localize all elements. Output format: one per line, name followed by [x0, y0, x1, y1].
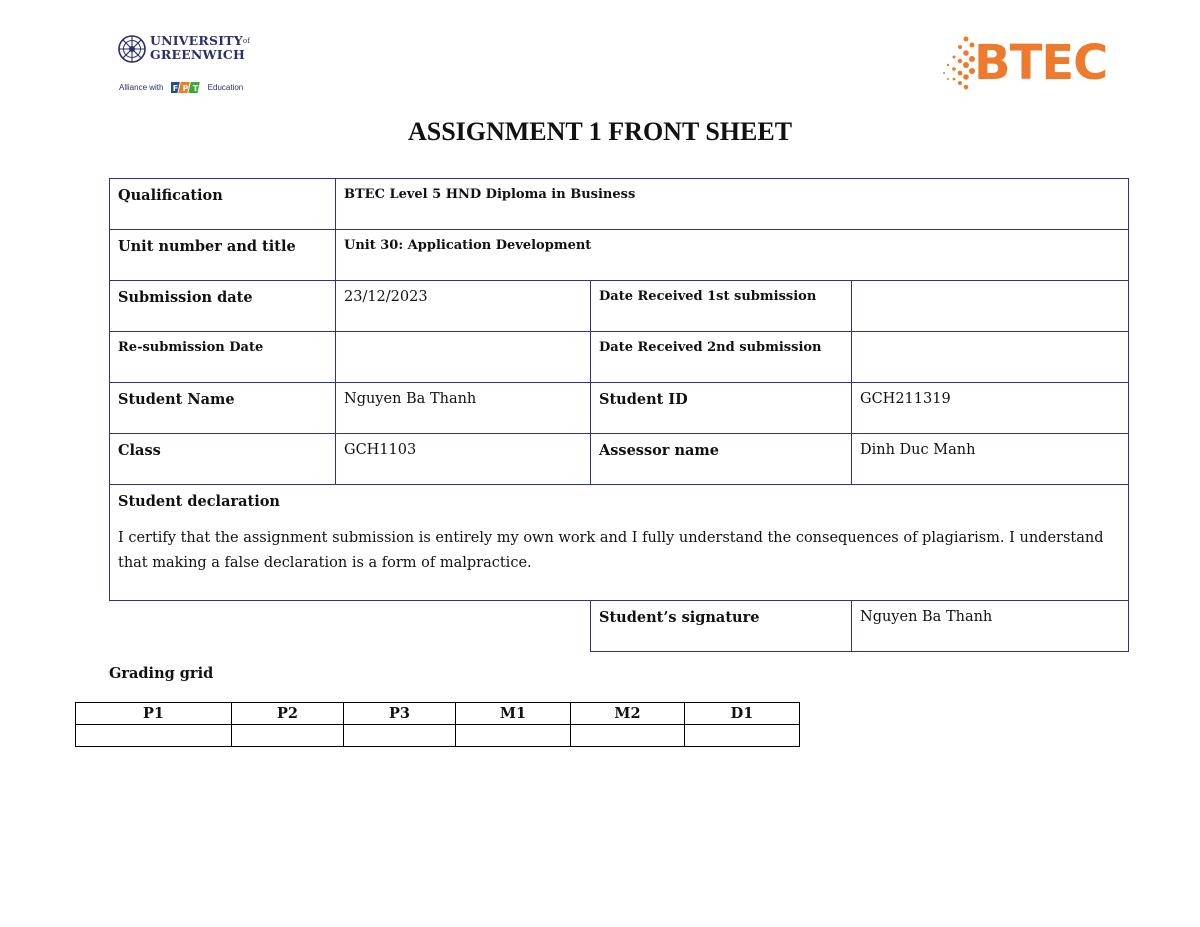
grade-value-p1[interactable] [76, 725, 232, 747]
grading-value-row [76, 725, 800, 747]
class-label: Class [110, 434, 336, 485]
signature-spacer [336, 601, 591, 652]
assessor-label: Assessor name [591, 434, 852, 485]
signature-row [110, 601, 1129, 652]
student-row [110, 383, 1129, 434]
qualification-value: BTEC Level 5 HND Diploma in Business [336, 179, 1129, 230]
grade-header-p3: P3 [344, 703, 456, 725]
grade-header-m2: M2 [571, 703, 685, 725]
submission-row [110, 281, 1129, 332]
date-received-2-label: Date Received 2nd submission [591, 332, 852, 383]
grade-header-p1: P1 [76, 703, 232, 725]
university-name-line1: UNIVERSITY [150, 33, 243, 48]
grade-header-m1: M1 [456, 703, 571, 725]
grade-value-d1[interactable] [685, 725, 800, 747]
declaration-row [110, 485, 1129, 601]
fpt-logo-icon [171, 81, 201, 94]
grade-value-m2[interactable] [571, 725, 685, 747]
date-received-2-value[interactable] [852, 332, 1129, 383]
grade-value-m1[interactable] [456, 725, 571, 747]
grade-value-p2[interactable] [232, 725, 344, 747]
signature-label: Student’s signature [591, 601, 852, 652]
grading-grid-table [75, 702, 800, 747]
student-id-label: Student ID [591, 383, 852, 434]
grading-header-row [76, 703, 800, 725]
greenwich-seal-icon [118, 35, 146, 63]
university-name-of: of [242, 37, 251, 45]
university-of-greenwich-logo [118, 33, 258, 93]
btec-logo-text: BTEC [974, 35, 1108, 91]
fpt-alliance-line [119, 77, 243, 91]
submission-date-value[interactable]: 23/12/2023 [336, 281, 591, 332]
class-row [110, 434, 1129, 485]
qualification-label: Qualification [110, 179, 336, 230]
declaration-label: Student declaration [118, 493, 280, 510]
university-name [150, 34, 250, 62]
date-received-1-value[interactable] [852, 281, 1129, 332]
student-name-value[interactable]: Nguyen Ba Thanh [336, 383, 591, 434]
student-name-label: Student Name [110, 383, 336, 434]
unit-value: Unit 30: Application Development [336, 230, 1129, 281]
student-id-value[interactable]: GCH211319 [852, 383, 1129, 434]
university-name-line2: GREENWICH [150, 47, 245, 62]
grade-value-p3[interactable] [344, 725, 456, 747]
fpt-letter-t: T [192, 84, 198, 93]
resubmission-value[interactable] [336, 332, 591, 383]
fpt-letter-f: F [172, 84, 178, 93]
btec-dots-icon [936, 33, 976, 93]
class-value[interactable]: GCH1103 [336, 434, 591, 485]
btec-logo [936, 33, 1122, 93]
fpt-letter-p: P [182, 84, 188, 93]
front-sheet-table [109, 178, 1129, 652]
unit-label: Unit number and title [110, 230, 336, 281]
grade-header-d1: D1 [685, 703, 800, 725]
page-title: ASSIGNMENT 1 FRONT SHEET [407, 117, 793, 146]
assessor-value[interactable]: Dinh Duc Manh [852, 434, 1129, 485]
unit-row [110, 230, 1129, 281]
declaration-text: I certify that the assignment submission is entirely my own work and I fully understand the consequences of plagiarism. I understand that making a false declaration is a form of malpractice. [118, 530, 1104, 571]
signature-value[interactable]: Nguyen Ba Thanh [852, 601, 1129, 652]
resubmission-row [110, 332, 1129, 383]
qualification-row [110, 179, 1129, 230]
declaration-cell [110, 485, 1129, 601]
education-text: Education [207, 83, 244, 92]
submission-date-label: Submission date [110, 281, 336, 332]
signature-spacer [110, 601, 336, 652]
grading-grid-title: Grading grid [109, 665, 214, 682]
alliance-text: Alliance with [119, 83, 164, 92]
grade-header-p2: P2 [232, 703, 344, 725]
date-received-1-label: Date Received 1st submission [591, 281, 852, 332]
resubmission-label: Re-submission Date [110, 332, 336, 383]
